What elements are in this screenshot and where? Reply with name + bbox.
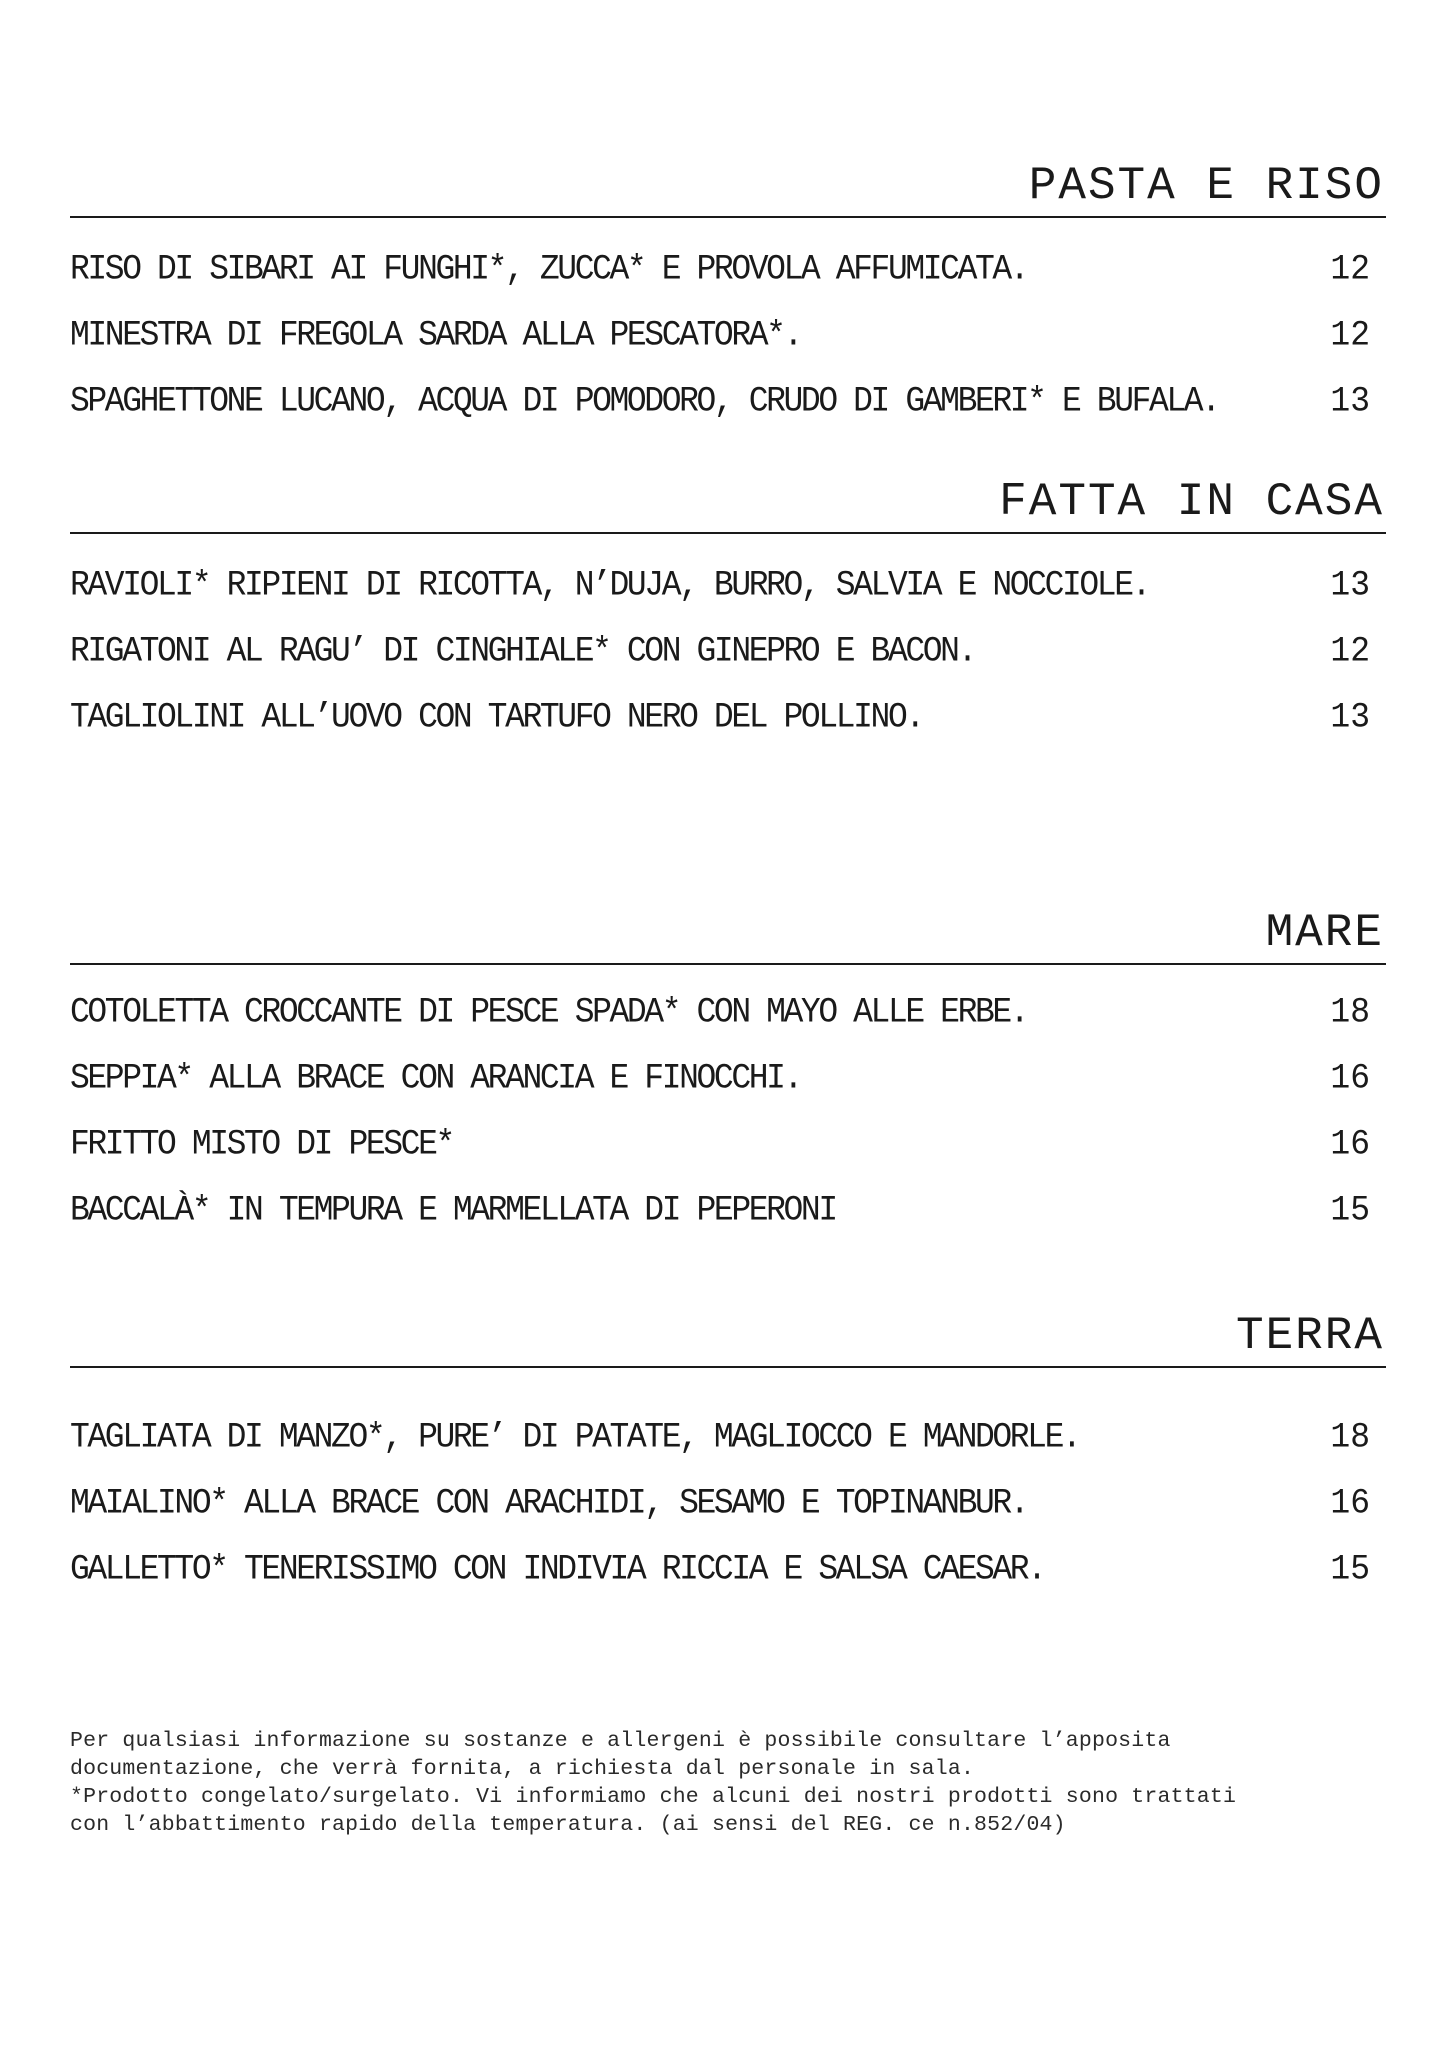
dish-name: COTOLETTA CROCCANTE DI PESCE SPADA* CON MAYO ALLE ERBE. xyxy=(70,992,1028,1033)
menu-item xyxy=(70,1043,1386,1114)
dish-price: 16 xyxy=(1330,1483,1370,1524)
menu-item xyxy=(70,616,1386,687)
section-divider xyxy=(70,963,1386,965)
section-pasta-e-riso xyxy=(70,160,1386,435)
menu-item xyxy=(70,682,1386,753)
menu-item xyxy=(70,1402,1386,1473)
dish-price: 15 xyxy=(1330,1190,1370,1231)
section-title: MARE xyxy=(1265,907,1384,959)
dish-name: SPAGHETTONE LUCANO, ACQUA DI POMODORO, CRUDO DI GAMBERI* E BUFALA. xyxy=(70,381,1219,422)
menu-items xyxy=(70,980,1386,1244)
dish-price: 13 xyxy=(1330,381,1370,422)
menu-item xyxy=(70,1534,1386,1605)
section-divider xyxy=(70,1366,1386,1368)
dish-name: MINESTRA DI FREGOLA SARDA ALLA PESCATORA*. xyxy=(70,315,801,356)
menu-items xyxy=(70,553,1386,751)
notice-line: documentazione, che verrà fornita, a richiesta dal personale in sala. xyxy=(70,1757,975,1781)
menu-items xyxy=(70,1405,1386,1603)
menu-item xyxy=(70,1468,1386,1539)
dish-price: 12 xyxy=(1330,631,1370,672)
dish-name: RISO DI SIBARI AI FUNGHI*, ZUCCA* E PROVOLA AFFUMICATA. xyxy=(70,249,1028,290)
allergen-notice xyxy=(70,1727,1390,1839)
dish-price: 13 xyxy=(1330,565,1370,606)
dish-name: TAGLIOLINI ALL’UOVO CON TARTUFO NERO DEL POLLINO. xyxy=(70,697,923,738)
dish-price: 15 xyxy=(1330,1549,1370,1590)
menu-items xyxy=(70,237,1386,435)
notice-line: con l’abbattimento rapido della temperatura. (ai sensi del REG. ce n.852/04) xyxy=(70,1813,1066,1837)
menu-item xyxy=(70,366,1386,437)
dish-name: FRITTO MISTO DI PESCE* xyxy=(70,1124,453,1165)
notice-line: Per qualsiasi informazione su sostanze e allergeni è possibile consultare l’apposita xyxy=(70,1729,1171,1753)
section-title: TERRA xyxy=(1235,1310,1384,1362)
dish-name: SEPPIA* ALLA BRACE CON ARANCIA E FINOCCHI. xyxy=(70,1058,801,1099)
section-divider xyxy=(70,216,1386,218)
dish-name: RIGATONI AL RAGU’ DI CINGHIALE* CON GINEPRO E BACON. xyxy=(70,631,975,672)
menu-item xyxy=(70,234,1386,305)
menu-item xyxy=(70,977,1386,1048)
dish-name: BACCALÀ* IN TEMPURA E MARMELLATA DI PEPERONI xyxy=(70,1190,836,1231)
section-fatta-in-casa xyxy=(70,476,1386,751)
menu-item xyxy=(70,550,1386,621)
section-divider xyxy=(70,532,1386,534)
section-mare xyxy=(70,907,1386,1244)
notice-line: *Prodotto congelato/surgelato. Vi informiamo che alcuni dei nostri prodotti sono trattati xyxy=(70,1785,1237,1809)
section-title: PASTA E RISO xyxy=(1028,160,1384,212)
dish-price: 16 xyxy=(1330,1058,1370,1099)
dish-price: 18 xyxy=(1330,1417,1370,1458)
dish-price: 13 xyxy=(1330,697,1370,738)
section-title: FATTA IN CASA xyxy=(999,476,1384,528)
menu-item xyxy=(70,300,1386,371)
section-terra xyxy=(70,1310,1386,1603)
dish-price: 12 xyxy=(1330,315,1370,356)
menu-item xyxy=(70,1109,1386,1180)
dish-name: GALLETTO* TENERISSIMO CON INDIVIA RICCIA E SALSA CAESAR. xyxy=(70,1549,1045,1590)
menu-item xyxy=(70,1175,1386,1246)
dish-price: 18 xyxy=(1330,992,1370,1033)
dish-price: 12 xyxy=(1330,249,1370,290)
dish-name: MAIALINO* ALLA BRACE CON ARACHIDI, SESAMO E TOPINANBUR. xyxy=(70,1483,1028,1524)
dish-name: RAVIOLI* RIPIENI DI RICOTTA, N’DUJA, BURRO, SALVIA E NOCCIOLE. xyxy=(70,565,1150,606)
dish-price: 16 xyxy=(1330,1124,1370,1165)
dish-name: TAGLIATA DI MANZO*, PURE’ DI PATATE, MAGLIOCCO E MANDORLE. xyxy=(70,1417,1080,1458)
